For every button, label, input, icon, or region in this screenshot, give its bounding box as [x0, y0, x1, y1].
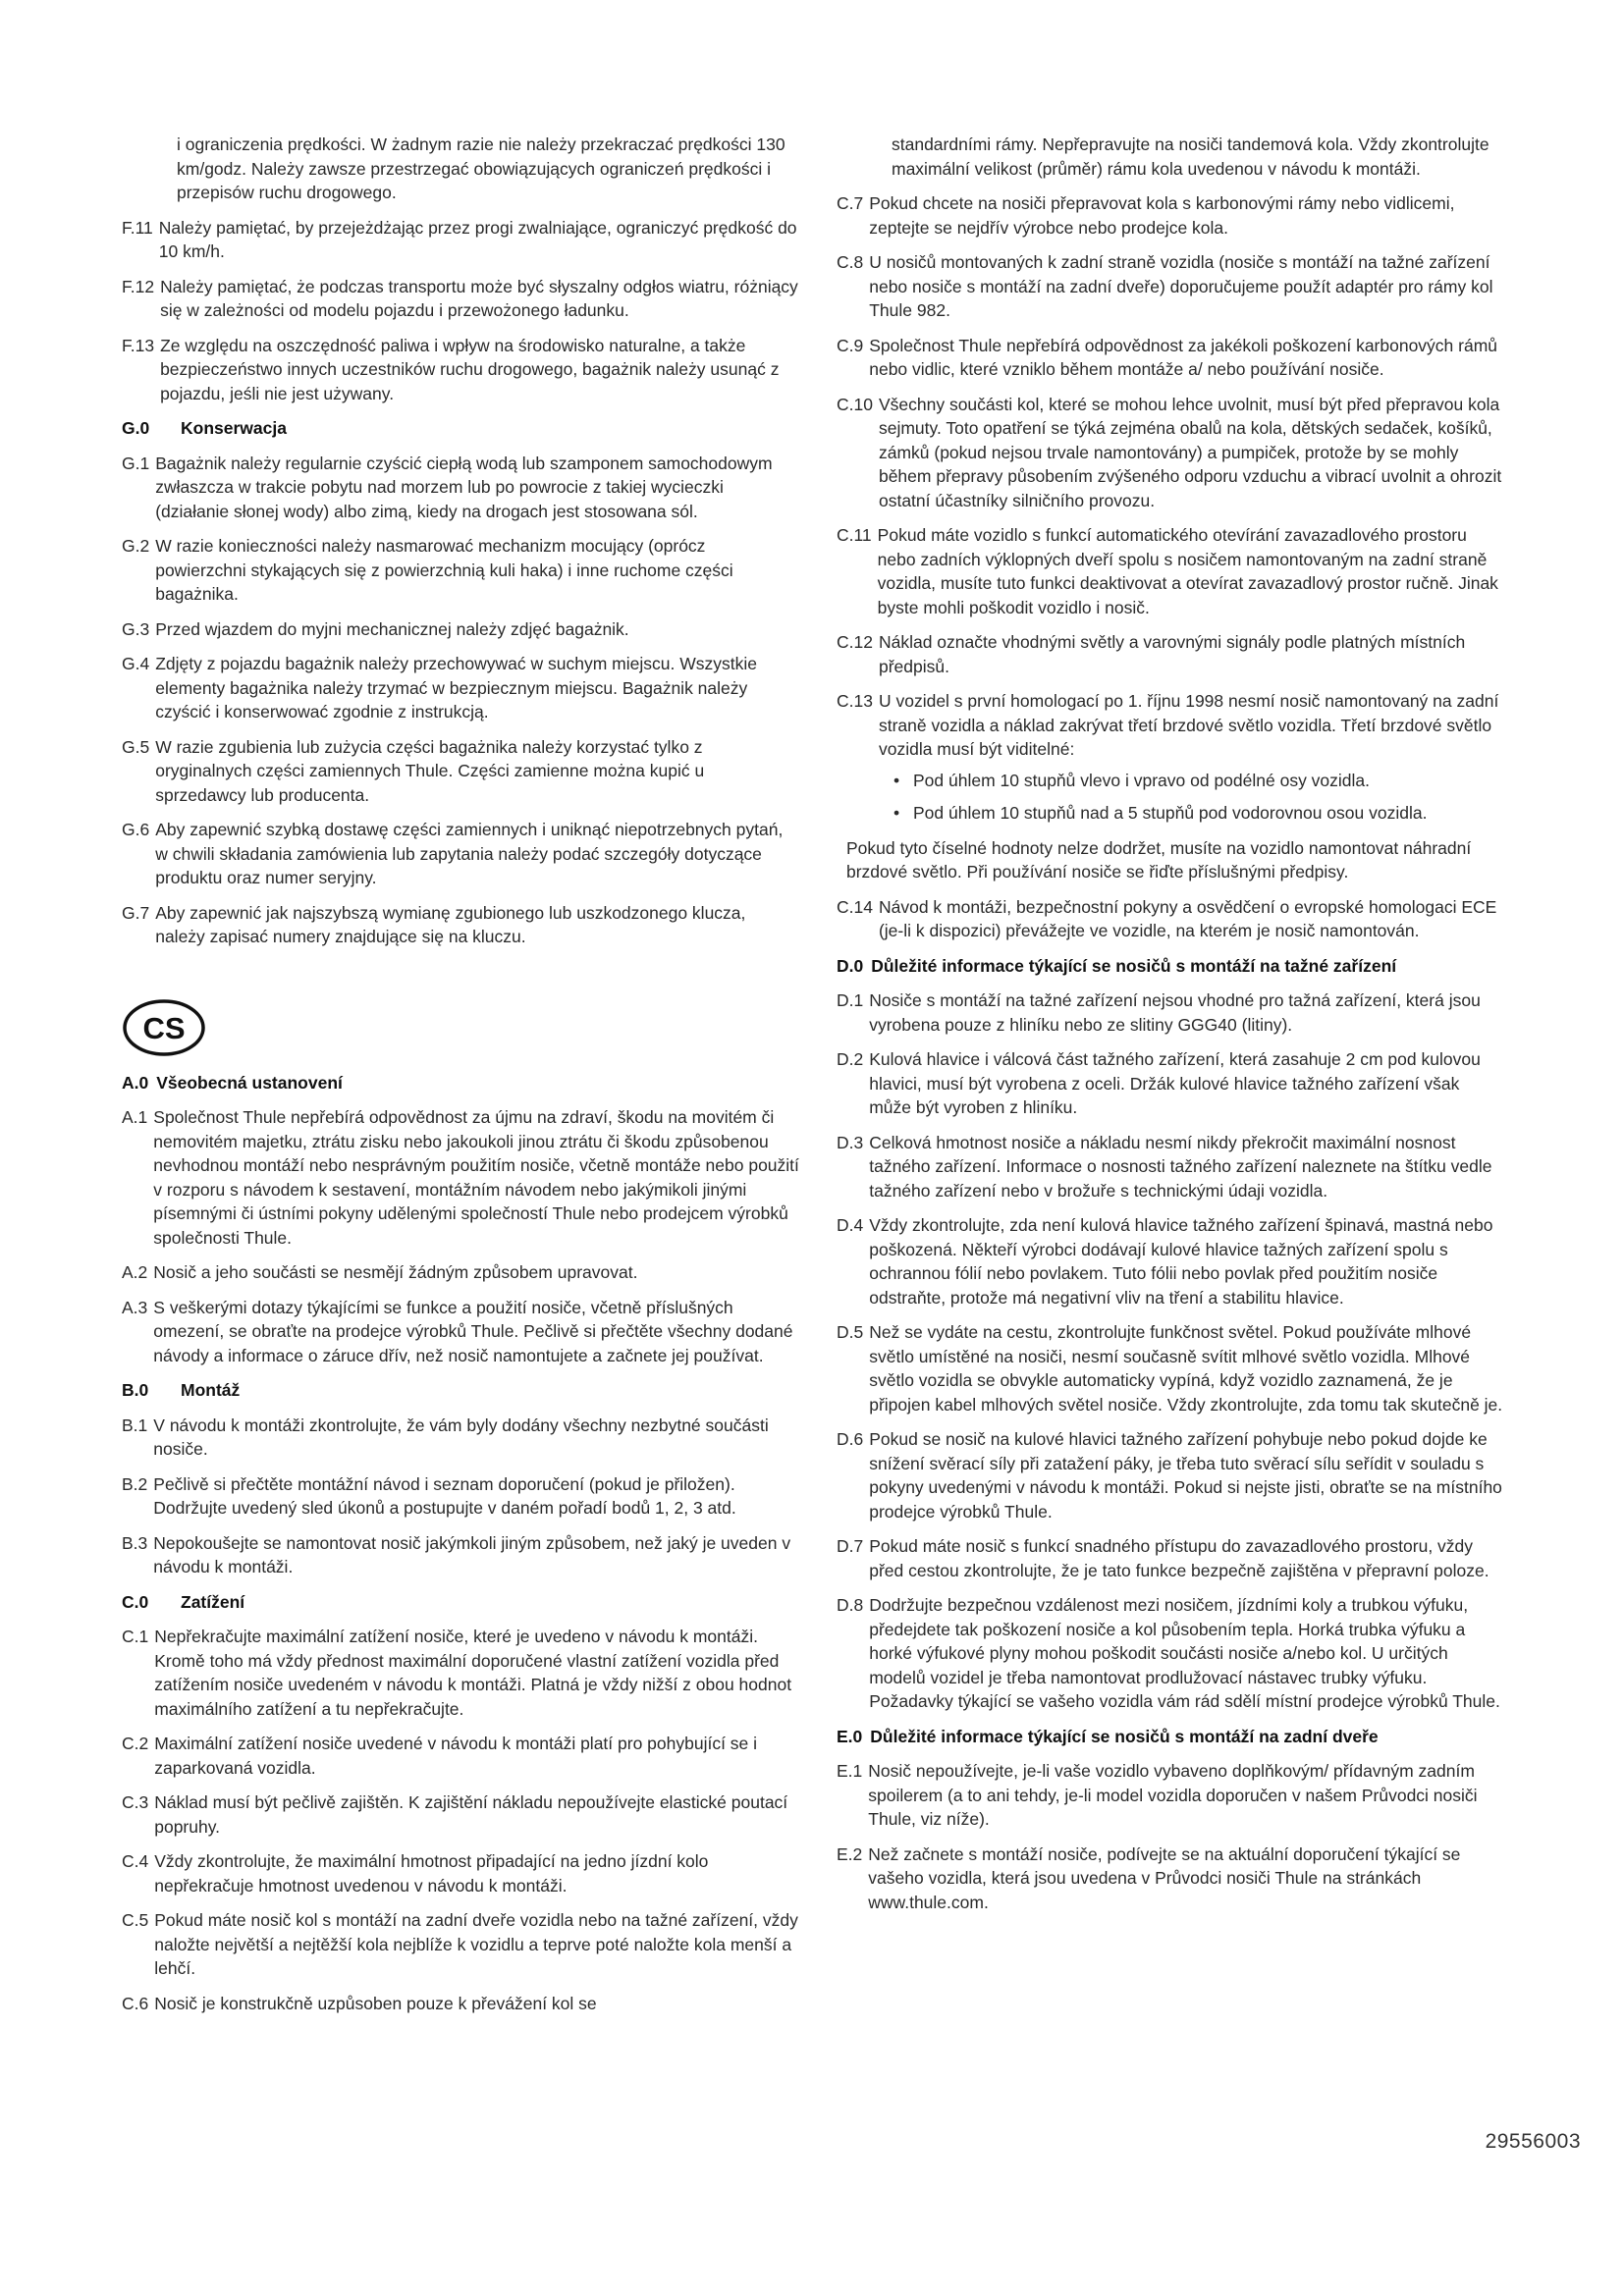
pl-item-g5 [122, 735, 799, 808]
item-number: G.4 [122, 654, 150, 673]
item-number: C.6 [122, 1993, 149, 2013]
pl-item-f13 [122, 334, 799, 406]
item-number: C.2 [122, 1734, 149, 1753]
item-number: C.9 [837, 335, 864, 355]
pl-f10-continuation: i ograniczenia prędkości. W żadnym razie nie należy przekraczać prędkości 130 km/godz. Należy zawsze przestrzegać obowiązujących ograniczeń prędkości i przepisów ruchu drogowego. [177, 134, 785, 202]
item-number: E.1 [837, 1761, 863, 1781]
cs-item-c7 [837, 191, 1504, 240]
item-text: Vždy zkontrolujte, zda není kulová hlavice tažného zařízení špinavá, mastná nebo poškozená. Někteří výrobci dodávají kulové hlavice tažných zařízení spolu s ochrannou fólií nebo povlakem. Tuto fólii nebo povlak před použitím nosiče odstraňte, protože má negativní vliv na tření a stabilitu hlavice. [869, 1215, 1493, 1308]
item-number: C.14 [837, 896, 873, 917]
item-text: Nepokoušejte se namontovat nosič jakýmkoli jiným způsobem, než jaký je uveden v návodu k montáži. [153, 1532, 791, 1576]
cs-item-c6 [122, 1992, 799, 2016]
cs-item-c5 [122, 1908, 799, 1981]
item-text: U nosičů montovaných k zadní straně vozidla (nosiče s montáží na tažné zařízení nebo nosiče s montáží na zadní dveře) doporučujeme použít adaptér pro rámy kol Thule 982. [869, 252, 1493, 320]
right-column [837, 133, 1504, 1925]
pl-section-g0-heading [122, 416, 799, 441]
item-text: Společnost Thule nepřebírá odpovědnost za jakékoli poškození karbonových rámů nebo vidlic, které vzniklo během montáže a/ nebo používání nosiče. [869, 335, 1498, 379]
cs-item-d7 [837, 1534, 1504, 1582]
item-number: G.1 [122, 453, 150, 473]
cs-item-c14 [837, 895, 1504, 943]
item-number: C.13 [837, 691, 873, 711]
c13-bullet-list [893, 769, 1504, 826]
cs-item-d2 [837, 1047, 1504, 1120]
item-text: Než začnete s montáží nosiče, podívejte se na aktuální doporučení týkající se vašeho vozidla, která jsou uvedena v Průvodci nosiči Thule na stránkách www.thule.com. [868, 1843, 1461, 1912]
item-text: Należy pamiętać, że podczas transportu może być słyszalny odgłos wiatru, różniący się w zależności od modelu pojazdu i przewożonego ładunku. [160, 276, 798, 320]
item-number: C.1 [122, 1627, 149, 1646]
item-number: B.3 [122, 1532, 148, 1553]
section-title: Důležité informace týkající se nosičů s montáží na tažné zařízení [871, 955, 1397, 976]
item-number: C.4 [122, 1851, 149, 1871]
item-number: C.5 [122, 1910, 149, 1930]
item-number: C.8 [837, 252, 864, 272]
item-number: D.5 [837, 1322, 864, 1342]
pl-item-f12 [122, 275, 799, 323]
item-text: Maximální zatížení nosiče uvedené v návodu k montáži platí pro pohybující se i zaparkovaná vozidla. [154, 1734, 758, 1778]
item-text: Zdjęty z pojazdu bagażnik należy przechowywać w suchym miejscu. Wszystkie elementy bagażnika należy trzymać w bezpiecznym miejscu. Bagażnik należy czyścić i konserwować zgodnie z instrukcją. [155, 654, 757, 721]
bullet-icon: • [893, 770, 900, 790]
item-text: Náklad označte vhodnými světly a varovnými signály podle platných místních předpisů. [878, 632, 1466, 676]
cs-section-c0-heading [122, 1590, 799, 1615]
bullet-text: Pod úhlem 10 stupňů nad a 5 stupňů pod vodorovnou osou vozidla. [913, 803, 1428, 823]
left-column [122, 133, 799, 2026]
cs-item-c9 [837, 334, 1504, 382]
item-number: G.5 [122, 736, 150, 757]
item-number: D.3 [837, 1132, 864, 1152]
cs-item-b3 [122, 1531, 799, 1579]
item-number: C.11 [837, 525, 872, 545]
item-number: D.1 [837, 990, 864, 1010]
cs-section-a0-heading [122, 1071, 799, 1095]
item-number: C.12 [837, 632, 873, 652]
item-text: Kulová hlavice i válcová část tažného zařízení, která zasahuje 2 cm pod kulovou hlavici, musí být vyrobena z oceli. Držák kulové hlavice tažného zařízení však může být vyroben z hliníku. [869, 1049, 1481, 1117]
item-text: Nosič nepoužívejte, je-li vaše vozidlo vybaveno doplňkovým/ přídavným zadním spoilerem (a to ani tehdy, je-li model vozidla doporučen v našem Průvodci nosiči Thule, viz níže). [868, 1761, 1478, 1829]
item-text: Należy pamiętać, by przejeżdżając przez progi zwalniające, ograniczyć prędkość do 10 km/h. [158, 217, 797, 261]
item-text: Dodržujte bezpečnou vzdálenost mezi nosičem, jízdními koly a trubkou výfuku, předejdete tak poškození nosiče a kol působením tepla. Horká trubka výfuku a horké výfukové plyny mohou poškodit součásti nosiče a/nebo kol. U určitých modelů vozidel je třeba namontovat prodlužovací nástavec trubky výfuku. Požadavky týkající se vašeho vozidla vám rád sdělí místní prodejce výrobků Thule. [869, 1595, 1500, 1711]
cs-item-d4 [837, 1213, 1504, 1309]
item-text: Przed wjazdem do myjni mechanicznej należy zdjęć bagażnik. [155, 618, 629, 639]
item-text: Společnost Thule nepřebírá odpovědnost za újmu na zdraví, škodu na movitém či nemovitém majetku, ztrátu zisku nebo jakoukoli jinou ztrátu či škodu způsobenou nevhodnou montáží nebo nesprávným použitím nosiče, včetně montáže nebo použití v rozporu s návodem k sestavení, montážním návodem nebo jakýmikoli jinými písemnými či ústními pokyny udělenými společností Thule nebo prodejcem výrobků společnosti Thule. [153, 1107, 799, 1248]
item-text: Nosič je konstrukčně uzpůsoben pouze k převážení kol se [154, 1993, 597, 2013]
item-number: F.12 [122, 276, 155, 296]
pl-item-g1 [122, 452, 799, 524]
item-number: G.7 [122, 902, 150, 923]
item-text: Pokud máte nosič s funkcí snadného přístupu do zavazadlového prostoru, vždy před cestou zkontrolujte, že je tato funkce bezpečně zajištěna v přepravní poloze. [869, 1536, 1489, 1580]
cs-item-c10 [837, 393, 1504, 513]
item-text: Návod k montáži, bezpečnostní pokyny a osvědčení o evropské homologaci ECE (je-li k dispozici) převážejte ve vozidle, na kterém je nosič namontován. [878, 896, 1497, 940]
item-number: B.1 [122, 1415, 148, 1435]
cs-section-d0-heading [837, 954, 1504, 979]
language-badge-cs [122, 998, 206, 1057]
cs-item-e1 [837, 1759, 1504, 1832]
pl-item-g7 [122, 901, 799, 949]
item-text: S veškerými dotazy týkajícími se funkce a použití nosiče, včetně příslušných omezení, se obraťte na prodejce výrobků Thule. Pečlivě si přečtěte všechny dodané návody a informace o záruce dřív, než nosič namontujete a začnete jej používat. [153, 1297, 793, 1365]
cs-item-c2 [122, 1732, 799, 1780]
cs-item-a3 [122, 1296, 799, 1368]
section-title: Všeobecná ustanovení [156, 1072, 343, 1093]
cs-item-a1 [122, 1105, 799, 1250]
item-text: Nepřekračujte maximální zatížení nosiče, které je uvedeno v návodu k montáži. Kromě toho má vždy přednost maximální doporučené vlastní zatížení vozidla před zatížením nosiče uvedeném v návodu k montáži. Platná je vždy nižší z obou hodnot maximálního zatížení a tu nepřekračujte. [154, 1627, 792, 1719]
item-text: Pokud se nosič na kulové hlavici tažného zařízení pohybuje nebo pokud dojde ke snížení svěrací síly při zatažení páky, je třeba tuto svěrací sílu seřídit v souladu s pokyny uvedenými v návodu k montáži. Pokud si nejste jisti, obraťte se na místního prodejce výrobků Thule. [869, 1429, 1502, 1522]
item-number: D.4 [837, 1215, 864, 1235]
item-text: Pokud máte nosič kol s montáží na zadní dveře vozidla nebo na tažné zařízení, vždy naložte největší a nejtěžší kola nejblíže k vozidlu a teprve poté naložte kola menší a lehčí. [154, 1910, 798, 1978]
item-text: V návodu k montáži zkontrolujte, že vám byly dodány všechny nezbytné součásti nosiče. [153, 1415, 769, 1459]
pl-item-g3 [122, 617, 799, 642]
item-number: C.7 [837, 193, 864, 213]
item-text: Pečlivě si přečtěte montážní návod i seznam doporučení (pokud je přiložen). Dodržujte uvedený sled úkonů a postupujte v daném pořadí bodů 1, 2, 3 atd. [153, 1473, 736, 1518]
item-number: D.8 [837, 1595, 864, 1615]
item-text: Než se vydáte na cestu, zkontrolujte funkčnost světel. Pokud používáte mlhové světlo umístěné na nosiči, nesmí současně svítit mlhové světlo vozidla. Mlhové světlo vozidla se obvykle automaticky vypíná, když vozidlo zaznamená, že je připojen kabel mlhových světel nosiče. Vždy zkontrolujte, zda tomu tak skutečně je. [869, 1322, 1503, 1415]
section-title: Zatížení [181, 1591, 245, 1612]
item-number: C.3 [122, 1792, 149, 1812]
item-text: Pokud chcete na nosiči přepravovat kola s karbonovými rámy nebo vidlicemi, zeptejte se nejdřív výrobce nebo prodejce kola. [869, 193, 1455, 238]
item-text: Nosič a jeho součásti se nesmějí žádným způsobem upravovat. [153, 1262, 638, 1282]
item-text: Celková hmotnost nosiče a nákladu nesmí nikdy překročit maximální nosnost tažného zařízení. Informace o nosnosti tažného zařízení naleznete na štítku vedle tažného zařízení nebo v brožuře s technickými údaji vozidla. [869, 1132, 1492, 1201]
badge-label: CS [142, 1010, 186, 1045]
item-text: Vždy zkontrolujte, že maximální hmotnost připadající na jedno jízdní kolo nepřekračuje hmotnost uvedenou v návodu k montáži. [154, 1851, 709, 1896]
item-number: E.2 [837, 1843, 863, 1864]
section-number: G.0 [122, 418, 150, 438]
cs-item-c11 [837, 523, 1504, 619]
cs-item-c4 [122, 1849, 799, 1897]
pl-item-g2 [122, 534, 799, 607]
pl-item-g6 [122, 818, 799, 890]
item-number: A.3 [122, 1297, 148, 1317]
cs-item-b2 [122, 1472, 799, 1521]
cs-item-e2 [837, 1842, 1504, 1915]
cs-item-c3 [122, 1790, 799, 1839]
item-number: G.3 [122, 618, 150, 639]
cs-item-d5 [837, 1320, 1504, 1416]
item-number: F.13 [122, 335, 155, 355]
cs-item-d1 [837, 988, 1504, 1037]
item-text: Nosiče s montáží na tažné zařízení nejsou vhodné pro tažná zařízení, která jsou vyrobena pouze z hliníku nebo ze slitiny GGG40 (litiny). [869, 990, 1481, 1035]
item-number: F.11 [122, 217, 153, 238]
section-number: D.0 [837, 955, 864, 976]
cs-c6-continuation: standardními rámy. Nepřepravujte na nosiči tandemová kola. Vždy zkontrolujte maximální velikost (průměr) rámu kola uvedenou v návodu k montáži. [892, 134, 1489, 179]
item-text: Aby zapewnić jak najszybszą wymianę zgubionego lub uszkodzonego klucza, należy zapisać numery znajdujące się na kluczu. [155, 902, 746, 946]
item-text: Náklad musí být pečlivě zajištěn. K zajištění nákladu nepoužívejte elastické poutací popruhy. [154, 1792, 788, 1837]
item-number: A.2 [122, 1262, 148, 1282]
cs-section-b0-heading [122, 1378, 799, 1403]
bullet-text: Pod úhlem 10 stupňů vlevo i vpravo od podélné osy vozidla. [913, 770, 1371, 790]
cs-section-e0-heading [837, 1725, 1504, 1749]
item-number: D.2 [837, 1049, 864, 1069]
document-number: 29556003 [1485, 2129, 1581, 2153]
cs-item-a2 [122, 1260, 799, 1285]
section-number: C.0 [122, 1591, 149, 1612]
cs-item-d6 [837, 1427, 1504, 1523]
item-text: U vozidel s první homologací po 1. říjnu 1998 nesmí nosič namontovaný na zadní straně vozidla a náklad zakrývat třetí brzdové světlo vozidla. Třetí brzdové světlo vozidla musí být viditelné: [878, 691, 1499, 759]
pl-item-g4 [122, 652, 799, 724]
item-number: D.7 [837, 1536, 864, 1556]
cs-item-c12 [837, 630, 1504, 678]
item-text: Aby zapewnić szybką dostawę części zamiennych i uniknąć niepotrzebnych pytań, w chwili składania zamówienia lub zapytania należy podać szczegóły dotyczące produktu oraz numer seryjny. [155, 820, 784, 887]
cs-item-c13 [837, 689, 1504, 762]
c13-note: Pokud tyto číselné hodnoty nelze dodržet, musíte na vozidlo namontovat náhradní brzdové světlo. Při používání nosiče se řiďte příslušnými předpisy. [846, 837, 1472, 881]
bullet-icon: • [893, 803, 900, 823]
section-title: Konserwacja [181, 418, 287, 438]
item-text: Pokud máte vozidlo s funkcí automatického otevírání zavazadlového prostoru nebo zadních výklopných dveří spolu s nosičem namontovaným na zadní straně vozidla, musíte tuto funkci deaktivovat a otevírat zavazadlový prostor ručně. Jinak byste mohli poškodit vozidlo i nosič. [877, 525, 1498, 617]
item-text: Bagażnik należy regularnie czyścić ciepłą wodą lub szamponem samochodowym zwłaszcza w trakcie pobytu nad morzem lub po powrocie z takiej wycieczki (działanie słonej wody) albo zimą, kiedy na drogach jest stosowana sól. [155, 453, 773, 521]
item-text: W razie konieczności należy nasmarować mechanizm mocujący (oprócz powierzchni stykających się z powierzchnią kuli haka) i inne ruchome części bagażnika. [155, 536, 733, 604]
item-text: W razie zgubienia lub zużycia części bagażnika należy korzystać tylko z oryginalnych części zamiennych Thule. Części zamienne można kupić u sprzedawcy lub producenta. [155, 736, 705, 805]
item-number: A.1 [122, 1107, 148, 1127]
pl-item-f11 [122, 216, 799, 264]
cs-item-b1 [122, 1414, 799, 1462]
section-number: B.0 [122, 1380, 149, 1400]
cs-item-c1 [122, 1625, 799, 1721]
item-number: G.2 [122, 536, 150, 556]
item-text: Ze względu na oszczędność paliwa i wpływ na środowisko naturalne, a także bezpieczeństwo innych uczestników ruchu drogowego, bagażnik należy usunąć z pojazdu, jeśli nie jest używany. [160, 335, 780, 403]
cs-item-d3 [837, 1131, 1504, 1203]
item-number: G.6 [122, 820, 150, 839]
item-number: B.2 [122, 1473, 148, 1494]
item-number: C.10 [837, 394, 873, 414]
list-item [893, 769, 1504, 793]
section-number: A.0 [122, 1072, 149, 1093]
section-title: Důležité informace týkající se nosičů s montáží na zadní dveře [870, 1726, 1379, 1746]
item-text: Všechny součásti kol, které se mohou lehce uvolnit, musí být před přepravou kola sejmuty. Toto opatření se týká zejména obalů na kola, dětských sedaček, košíků, zámků (pokud nejsou trvale namontovány) a pumpiček, protože by se mohly během přepravy působením zvýšeného odporu vzduchu a vibrací uvolnit a ohrozit ostatní účastníky silničního provozu. [878, 394, 1502, 510]
section-title: Montáž [181, 1380, 241, 1400]
section-number: E.0 [837, 1726, 863, 1746]
list-item [893, 801, 1504, 826]
item-number: D.6 [837, 1429, 864, 1449]
cs-item-c8 [837, 250, 1504, 323]
cs-item-d8 [837, 1593, 1504, 1714]
